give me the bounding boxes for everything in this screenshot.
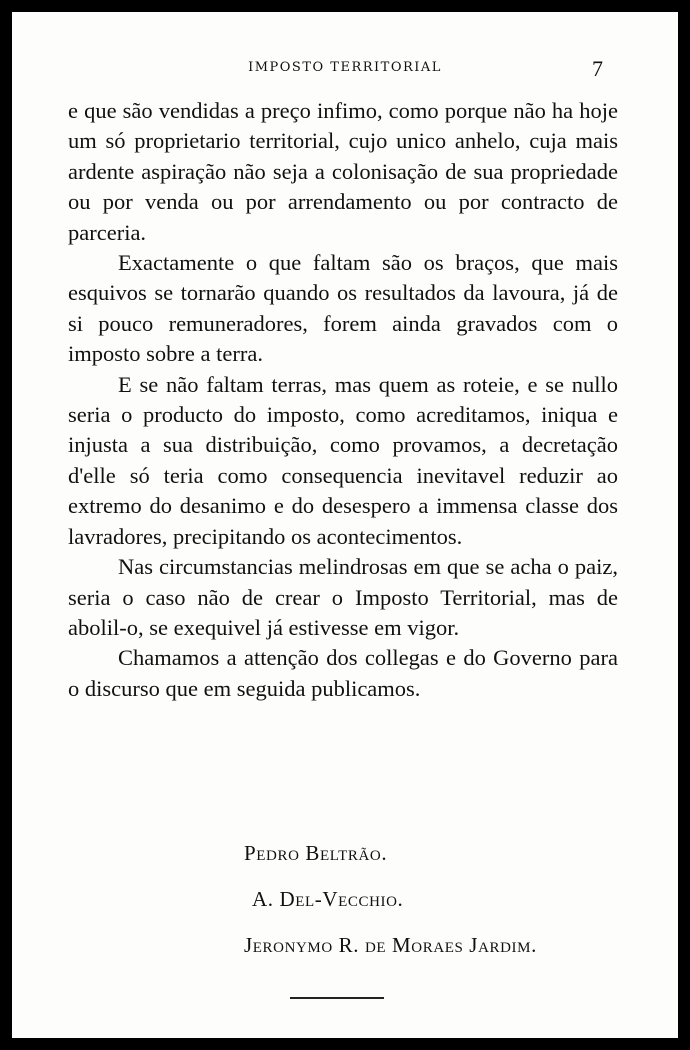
body-text: [68, 96, 618, 704]
paragraph-1: e que são vendidas a preço infimo, como porque não ha hoje um só proprietario territorial, cujo unico anhelo, cuja mais ardente aspiração não seja a colonisação de sua propriedade ou por venda ou por arrendamento ou por contracto de parceria.: [68, 98, 618, 245]
end-rule-divider: [290, 997, 384, 999]
paragraph-5: Chamamos a attenção dos collegas e do Governo para o discurso que em seguida publicamos.: [68, 645, 618, 701]
signature-block: [244, 830, 537, 968]
book-page: [12, 12, 678, 1038]
paragraph-4: Nas circumstancias melindrosas em que se acha o paiz, seria o caso não de crear o Imposto Territorial, mas de abolil-o, se exequivel já estivesse em vigor.: [68, 554, 618, 640]
signature-del-vecchio: A. Del-Vecchio.: [252, 887, 404, 911]
signature-pedro-beltrao: Pedro Beltrão.: [244, 841, 388, 865]
running-title: IMPOSTO TERRITORIAL: [248, 60, 442, 75]
page-number: 7: [592, 56, 603, 81]
paragraph-3: E se não faltam terras, mas quem as roteie, e se nullo seria o producto do imposto, como acreditamos, iniqua e injusta a sua distribuição, como provamos, a decretação d'elle só teria como consequencia inevitavel reduzir ao extremo do desanimo e do desespero a immensa classe dos lavradores, precipitando os acontecimentos.: [68, 371, 618, 549]
signature-moraes-jardim: Jeronymo R. de Moraes Jardim.: [244, 933, 537, 957]
paragraph-2: Exactamente o que faltam são os braços, que mais esquivos se tornarão quando os resultados da lavoura, já de si pouco remuneradores, forem ainda gravados com o imposto sobre a terra.: [68, 250, 618, 367]
